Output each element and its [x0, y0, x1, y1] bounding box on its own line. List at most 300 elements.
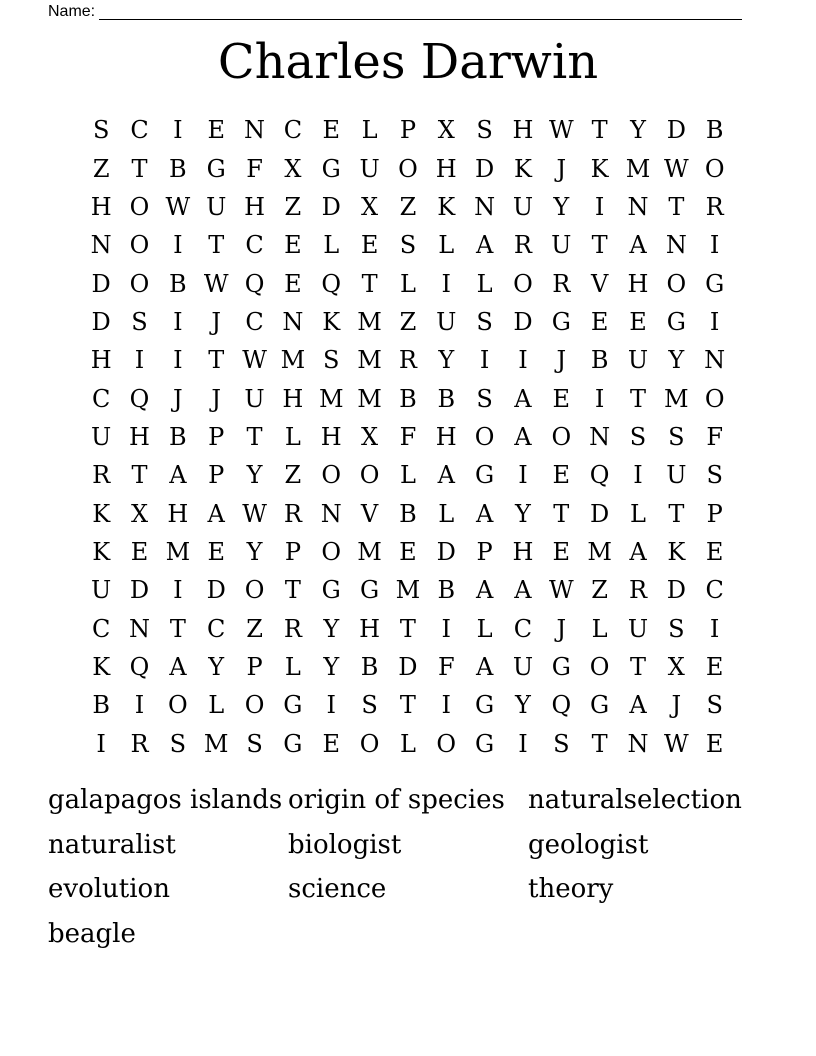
grid-letter: T [208, 346, 225, 375]
grid-letter: H [129, 422, 150, 451]
word-list-item: theory [528, 874, 614, 904]
grid-letter: X [284, 154, 302, 183]
word-list-item: evolution [48, 874, 170, 904]
grid-letter: S [668, 614, 685, 643]
grid-letter: I [709, 614, 720, 643]
name-field [48, 0, 742, 20]
grid-letter: S [246, 729, 263, 758]
grid-letter: Y [668, 346, 685, 375]
grid-letter: B [169, 269, 187, 298]
grid-letter: A [475, 576, 494, 605]
grid-letter: K [92, 537, 111, 566]
grid-letter: F [246, 154, 263, 183]
grid-letter: A [475, 652, 494, 681]
grid-letter: E [207, 537, 225, 566]
grid-letter: G [321, 576, 341, 605]
grid-letter: S [169, 729, 187, 758]
grid-letter: U [436, 307, 457, 336]
grid-letter: E [705, 652, 724, 681]
grid-letter: O [551, 422, 572, 451]
grid-letter: S [131, 307, 148, 336]
word-list-item: naturalselection [528, 785, 742, 815]
grid-letter: W [663, 729, 689, 758]
grid-letter: U [627, 346, 649, 375]
grid-letter: G [475, 729, 495, 758]
grid-letter: M [203, 729, 229, 758]
grid-letter: T [208, 231, 225, 260]
grid-letter: T [668, 499, 685, 528]
grid-letter: I [518, 461, 528, 490]
grid-letter: N [627, 729, 649, 758]
grid-letter: O [398, 154, 418, 183]
grid-letter: E [552, 537, 571, 566]
grid-letter: R [92, 461, 111, 490]
grid-letter: H [167, 499, 189, 528]
word-list-item: geologist [528, 829, 649, 860]
grid-letter: L [591, 614, 608, 643]
grid-letter: E [207, 116, 225, 145]
grid-letter: Y [323, 614, 340, 643]
grid-letter: H [359, 614, 381, 643]
grid-letter: D [206, 576, 226, 605]
grid-letter: I [134, 691, 145, 720]
grid-letter: M [357, 537, 382, 566]
grid-letter: I [173, 576, 183, 605]
grid-letter: Q [321, 269, 342, 298]
grid-letter: O [244, 691, 265, 720]
grid-letter: C [283, 116, 303, 145]
grid-letter: K [92, 652, 111, 681]
grid-letter: E [705, 729, 724, 758]
grid-letter: L [399, 269, 416, 298]
grid-letter: U [206, 192, 227, 221]
grid-letter: O [474, 422, 495, 451]
grid-letter: D [590, 499, 610, 528]
page-title: Charles Darwin [217, 34, 599, 90]
grid-letter: B [92, 691, 110, 720]
grid-letter: C [91, 384, 111, 413]
grid-letter: Q [551, 691, 572, 720]
grid-letter: D [666, 116, 686, 145]
grid-letter: R [283, 614, 302, 643]
grid-letter: S [629, 422, 647, 451]
grid-letter: V [590, 269, 609, 298]
grid-letter: U [359, 154, 380, 183]
grid-letter: G [551, 307, 571, 336]
grid-letter: O [129, 192, 150, 221]
grid-letter: J [556, 154, 567, 183]
letter-grid [82, 111, 734, 763]
grid-letter: I [441, 691, 451, 720]
grid-letter: B [360, 652, 379, 681]
grid-letter: N [90, 231, 112, 260]
grid-letter: H [282, 384, 304, 413]
grid-letter: A [629, 691, 647, 720]
grid-letter: T [399, 614, 416, 643]
grid-letter: G [705, 269, 725, 298]
grid-letter: X [437, 116, 455, 145]
grid-letter: D [129, 576, 150, 605]
grid-letter: G [206, 154, 226, 183]
grid-letter: U [512, 192, 534, 221]
grid-letter: E [552, 461, 571, 490]
grid-letter: O [589, 652, 610, 681]
grid-letter: H [435, 154, 457, 183]
grid-letter: R [705, 192, 724, 221]
grid-letter: S [476, 307, 493, 336]
grid-letter: L [476, 614, 493, 643]
grid-letter: B [590, 346, 609, 375]
grid-letter: I [709, 307, 720, 336]
grid-letter: Q [129, 652, 150, 681]
grid-letter: Z [591, 576, 608, 605]
grid-letter: Q [244, 269, 265, 298]
grid-letter: O [359, 461, 380, 490]
grid-letter: M [357, 307, 382, 336]
grid-letter: H [512, 116, 534, 145]
grid-letter: I [441, 614, 451, 643]
grid-letter: J [556, 614, 567, 643]
grid-letter: I [479, 346, 490, 375]
grid-letter: T [284, 576, 301, 605]
grid-letter: N [282, 307, 304, 336]
grid-letter: A [169, 652, 187, 681]
grid-letter: S [553, 729, 570, 758]
grid-letter: P [399, 116, 416, 145]
grid-letter: K [667, 537, 686, 566]
grid-letter: Z [399, 307, 417, 336]
grid-letter: T [131, 461, 148, 490]
grid-letter: I [633, 461, 643, 490]
grid-letter: F [399, 422, 417, 451]
grid-letter: E [552, 384, 571, 413]
grid-letter: B [399, 384, 417, 413]
grid-letter: E [284, 269, 302, 298]
grid-letter: H [320, 422, 342, 451]
grid-letter: I [134, 346, 145, 375]
grid-letter: H [627, 269, 649, 298]
grid-letter: C [513, 614, 533, 643]
word-list-item: biologist [288, 829, 402, 860]
grid-letter: B [399, 499, 417, 528]
grid-letter: A [475, 231, 494, 260]
grid-letter: S [92, 116, 110, 145]
grid-letter: N [244, 116, 266, 145]
grid-letter: W [548, 116, 574, 145]
word-list-item: galapagos islands [48, 785, 283, 815]
grid-letter: G [283, 729, 303, 758]
grid-letter: O [321, 461, 342, 490]
grid-letter: L [361, 116, 378, 145]
grid-letter: O [129, 269, 150, 298]
grid-letter: A [629, 537, 647, 566]
grid-letter: I [518, 346, 528, 375]
grid-letter: R [552, 269, 571, 298]
grid-letter: X [361, 192, 379, 221]
grid-letter: L [399, 729, 416, 758]
name-label: Name: [48, 3, 96, 20]
grid-letter: I [173, 346, 183, 375]
grid-letter: N [320, 499, 342, 528]
grid-letter: J [671, 691, 682, 720]
grid-letter: U [244, 384, 265, 413]
grid-letter: D [398, 652, 418, 681]
grid-letter: B [437, 384, 456, 413]
grid-letter: A [437, 461, 455, 490]
grid-letter: U [91, 576, 112, 605]
grid-letter: M [318, 384, 344, 413]
grid-letter: U [627, 614, 649, 643]
grid-letter: G [359, 576, 380, 605]
word-list-item: origin of species [288, 785, 505, 815]
grid-letter: S [476, 116, 493, 145]
grid-letter: A [629, 231, 647, 260]
grid-letter: O [704, 154, 725, 183]
grid-letter: Z [284, 192, 302, 221]
grid-letter: E [629, 307, 647, 336]
grid-letter: B [437, 576, 456, 605]
grid-letter: P [208, 422, 225, 451]
grid-letter: G [666, 307, 686, 336]
grid-letter: H [90, 192, 112, 221]
grid-letter: L [323, 231, 340, 260]
grid-letter: J [173, 384, 183, 413]
grid-letter: M [357, 346, 382, 375]
grid-letter: P [476, 537, 493, 566]
grid-letter: W [242, 499, 267, 528]
grid-letter: U [666, 461, 687, 490]
grid-letter: E [590, 307, 609, 336]
grid-letter: I [441, 269, 451, 298]
grid-letter: S [706, 691, 723, 720]
grid-letter: I [173, 116, 183, 145]
grid-letter: S [399, 231, 417, 260]
grid-letter: K [590, 154, 609, 183]
grid-letter: A [514, 422, 532, 451]
grid-letter: I [96, 729, 106, 758]
word-list-item: naturalist [48, 829, 176, 860]
grid-letter: O [513, 269, 533, 298]
grid-letter: X [361, 422, 379, 451]
grid-letter: C [91, 614, 111, 643]
grid-letter: M [357, 384, 382, 413]
grid-letter: O [321, 537, 342, 566]
grid-letter: T [629, 652, 646, 681]
grid-letter: T [361, 269, 378, 298]
grid-letter: Q [129, 384, 150, 413]
grid-letter: L [476, 269, 493, 298]
grid-letter: O [244, 576, 265, 605]
grid-letter: U [91, 422, 112, 451]
grid-letter: Z [399, 192, 417, 221]
grid-letter: Z [92, 154, 110, 183]
grid-letter: Y [246, 461, 263, 490]
grid-letter: P [706, 499, 723, 528]
grid-letter: K [322, 307, 341, 336]
grid-letter: L [284, 652, 301, 681]
grid-letter: N [129, 614, 151, 643]
grid-letter: G [590, 691, 610, 720]
grid-letter: I [594, 384, 605, 413]
grid-letter: T [629, 384, 646, 413]
grid-letter: D [91, 307, 111, 336]
grid-letter: B [169, 422, 187, 451]
grid-letter: L [208, 691, 225, 720]
grid-letter: Y [515, 499, 531, 528]
grid-letter: E [284, 231, 302, 260]
grid-letter: E [322, 116, 340, 145]
grid-letter: O [359, 729, 380, 758]
grid-letter: J [556, 346, 567, 375]
grid-letter: H [512, 537, 534, 566]
grid-letter: K [513, 154, 532, 183]
grid-letter: F [706, 422, 723, 451]
grid-letter: C [207, 614, 226, 643]
grid-letter: O [704, 384, 725, 413]
grid-letter: I [326, 691, 336, 720]
grid-letter: V [360, 499, 379, 528]
grid-letter: Y [515, 691, 531, 720]
grid-letter: Z [284, 461, 302, 490]
grid-letter: I [173, 307, 183, 336]
grid-letter: C [245, 231, 264, 260]
word-list [48, 778, 768, 956]
grid-letter: M [664, 384, 689, 413]
grid-letter: G [475, 691, 495, 720]
grid-letter: S [323, 346, 340, 375]
grid-letter: A [475, 499, 494, 528]
grid-letter: W [242, 346, 267, 375]
grid-letter: N [704, 346, 726, 375]
grid-letter: M [587, 537, 612, 566]
grid-letter: T [169, 614, 186, 643]
grid-letter: T [668, 192, 685, 221]
grid-letter: L [284, 422, 301, 451]
grid-letter: D [666, 576, 686, 605]
grid-letter: H [244, 192, 266, 221]
grid-letter: C [245, 307, 264, 336]
grid-letter: U [551, 231, 572, 260]
grid-letter: N [627, 192, 649, 221]
word-list-item: beagle [48, 918, 136, 949]
grid-letter: X [130, 499, 149, 528]
grid-letter: I [594, 192, 605, 221]
grid-letter: K [437, 192, 456, 221]
grid-letter: O [436, 729, 457, 758]
word-list-item: science [288, 874, 387, 904]
grid-letter: Y [630, 116, 646, 145]
grid-letter: G [321, 154, 341, 183]
grid-letter: H [90, 346, 112, 375]
grid-letter: Y [323, 652, 340, 681]
grid-letter: E [705, 537, 724, 566]
grid-letter: M [395, 576, 421, 605]
grid-letter: E [360, 231, 379, 260]
grid-letter: S [361, 691, 378, 720]
grid-letter: G [551, 652, 571, 681]
grid-letter: U [512, 652, 534, 681]
grid-letter: R [130, 729, 149, 758]
grid-letter: A [169, 461, 187, 490]
grid-letter: J [211, 307, 222, 336]
grid-letter: Y [553, 192, 570, 221]
grid-letter: W [663, 154, 689, 183]
grid-letter: R [513, 231, 532, 260]
grid-letter: T [591, 729, 608, 758]
grid-letter: N [474, 192, 496, 221]
grid-letter: M [165, 537, 191, 566]
grid-letter: E [130, 537, 149, 566]
grid-letter: T [131, 154, 148, 183]
grid-letter: Z [246, 614, 263, 643]
grid-letter: A [514, 384, 532, 413]
grid-letter: R [398, 346, 417, 375]
grid-letter: L [438, 499, 455, 528]
grid-letter: S [706, 461, 723, 490]
grid-letter: I [173, 231, 183, 260]
grid-letter: F [437, 652, 455, 681]
grid-letter: E [322, 729, 340, 758]
grid-letter: M [625, 154, 651, 183]
grid-letter: W [165, 192, 191, 221]
grid-letter: E [399, 537, 417, 566]
grid-letter: P [284, 537, 301, 566]
grid-letter: O [129, 231, 150, 260]
grid-letter: S [476, 384, 493, 413]
grid-letter: G [475, 461, 495, 490]
grid-letter: T [591, 116, 608, 145]
grid-letter: C [130, 116, 149, 145]
grid-letter: B [169, 154, 187, 183]
grid-letter: O [168, 691, 188, 720]
grid-letter: O [666, 269, 687, 298]
name-blank-line [99, 5, 742, 20]
grid-letter: T [591, 231, 608, 260]
grid-letter: R [628, 576, 648, 605]
grid-letter: J [211, 384, 222, 413]
grid-letter: D [474, 154, 495, 183]
grid-letter: G [283, 691, 303, 720]
grid-letter: I [518, 729, 528, 758]
grid-letter: C [705, 576, 724, 605]
grid-letter: L [438, 231, 455, 260]
grid-letter: I [709, 231, 720, 260]
grid-letter: P [208, 461, 225, 490]
grid-letter: D [436, 537, 456, 566]
grid-letter: R [283, 499, 302, 528]
grid-letter: Y [246, 537, 263, 566]
grid-letter: W [203, 269, 229, 298]
grid-letter: D [513, 307, 533, 336]
grid-letter: H [435, 422, 457, 451]
grid-letter: X [667, 652, 685, 681]
grid-letter: N [665, 231, 687, 260]
grid-letter: T [553, 499, 570, 528]
grid-letter: T [246, 422, 263, 451]
grid-letter: Q [589, 461, 610, 490]
grid-letter: P [246, 652, 263, 681]
grid-letter: W [548, 576, 574, 605]
grid-letter: D [321, 192, 341, 221]
grid-letter: S [668, 422, 685, 451]
grid-letter: L [399, 461, 416, 490]
grid-letter: T [399, 691, 416, 720]
grid-letter: A [514, 576, 532, 605]
grid-letter: N [589, 422, 611, 451]
grid-letter: D [91, 269, 111, 298]
grid-letter: Y [208, 652, 225, 681]
grid-letter: A [207, 499, 225, 528]
